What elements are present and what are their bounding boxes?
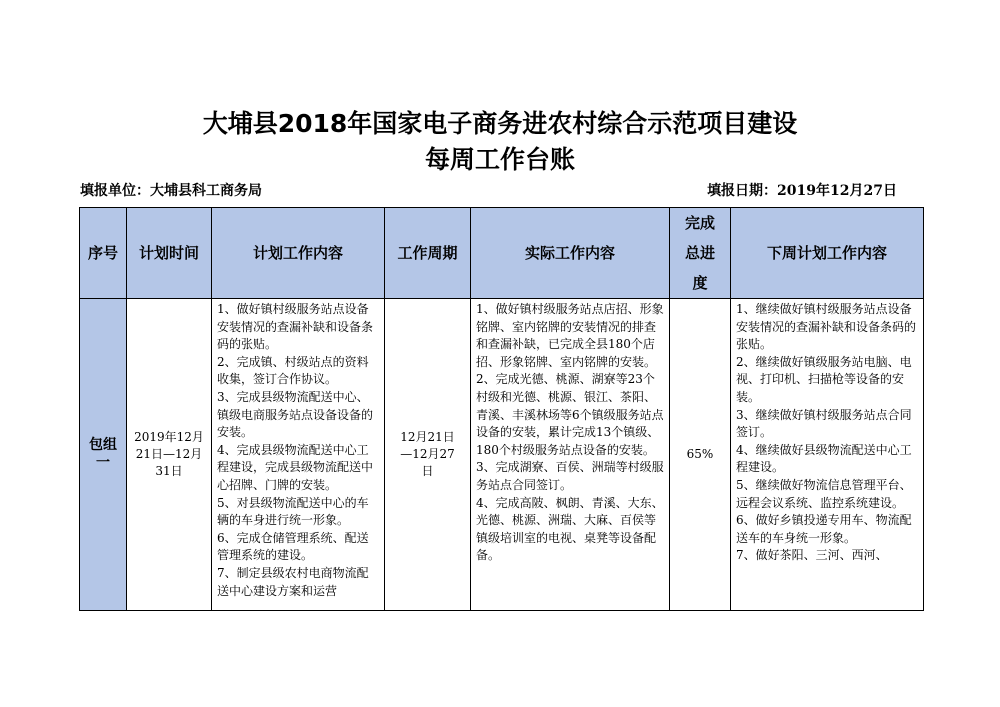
list-item: 4、继续做好县级物流配送中心工程建设。 xyxy=(736,442,912,475)
document-title: 大埔县2018年国家电子商务进农村综合示范项目建设 xyxy=(202,109,798,138)
row-progress: 65% xyxy=(670,299,731,611)
row-period: 12月21日—12月27日 xyxy=(385,299,471,611)
list-item: 1、继续做好镇村级服务站点设备安装情况的查漏补缺和设备条码的张贴。 xyxy=(736,302,917,352)
weekly-ledger-table xyxy=(79,207,924,611)
row-seq: 包组一 xyxy=(80,299,127,611)
reporting-date: 填报日期：2019年12月27日 xyxy=(707,183,897,199)
list-item: 4、完成高陂、枫朗、青溪、大东、光德、桃源、洲瑞、大麻、百侯等镇级培训室的电视、桌凳等设备配备。 xyxy=(476,495,664,563)
list-item: 3、完成湖寮、百侯、洲瑞等村级服务站点合同签订。 xyxy=(476,460,664,492)
reporting-unit: 填报单位：大埔县科工商务局 xyxy=(80,183,262,199)
column-header-actual-content: 实际工作内容 xyxy=(471,208,670,299)
plan-items-list xyxy=(212,299,384,610)
row-plan-content xyxy=(212,299,385,611)
column-header-period: 工作周期 xyxy=(385,208,471,299)
list-item: 4、完成县级物流配送中心工程建设，完成县级物流配送中心招牌、门牌的安装。 xyxy=(217,442,374,492)
list-item: 6、完成仓储管理系统、配送管理系统的建设。 xyxy=(217,530,369,563)
list-item: 5、继续做好物流信息管理平台、远程会议系统、监控系统建设。 xyxy=(736,477,912,510)
row-plan-time: 2019年12月21日—12月31日 xyxy=(127,299,212,611)
list-item: 5、对县级物流配送中心的车辆的车身进行统一形象。 xyxy=(217,495,369,528)
document-subtitle: 每周工作台账 xyxy=(424,145,575,174)
list-item: 2、完成镇、村级站点的资料收集，签订合作协议。 xyxy=(217,354,369,387)
next-items-list xyxy=(731,299,923,610)
row-next-plan xyxy=(731,299,924,611)
column-header-progress: 完成总进度 xyxy=(670,208,731,299)
list-item: 1、做好镇村级服务站点设备安装情况的查漏补缺和设备条码的张贴。 xyxy=(217,302,374,352)
list-item: 3、继续做好镇村级服务站点合同签订。 xyxy=(736,407,912,440)
list-item: 2、完成光德、桃源、湖寮等23个村级和光德、桃源、银江、茶阳、青溪、丰溪林场等6个镇级服务站点设备的安装，累计完成13个镇级、180个村级服务站点设备的安装。 xyxy=(476,372,664,457)
row-actual-content xyxy=(471,299,670,611)
column-header-seq: 序号 xyxy=(80,208,127,299)
actual-items-list xyxy=(471,299,669,610)
column-header-plan-content: 计划工作内容 xyxy=(212,208,385,299)
list-item: 2、继续做好镇级服务站电脑、电视、打印机、扫描枪等设备的安装。 xyxy=(736,354,912,404)
table-row xyxy=(80,299,924,611)
column-header-next-plan: 下周计划工作内容 xyxy=(731,208,924,299)
list-item: 1、做好镇村级服务站点店招、形象铭牌、室内铭牌的安装情况的排查和查漏补缺，已完成全县180个店招、形象铭牌、室内铭牌的安装。 xyxy=(476,302,664,369)
list-item: 7、做好茶阳、三河、西河、 xyxy=(736,548,888,563)
column-header-plan-time: 计划时间 xyxy=(127,208,212,299)
list-item: 3、完成县级物流配送中心、镇级电商服务站点设备设备的安装。 xyxy=(217,389,374,440)
list-item: 7、制定县级农村电商物流配送中心建设方案和运营 xyxy=(217,565,369,598)
list-item: 6、做好乡镇投递专用车、物流配送车的车身统一形象。 xyxy=(736,513,912,545)
table-header-row xyxy=(80,208,924,299)
